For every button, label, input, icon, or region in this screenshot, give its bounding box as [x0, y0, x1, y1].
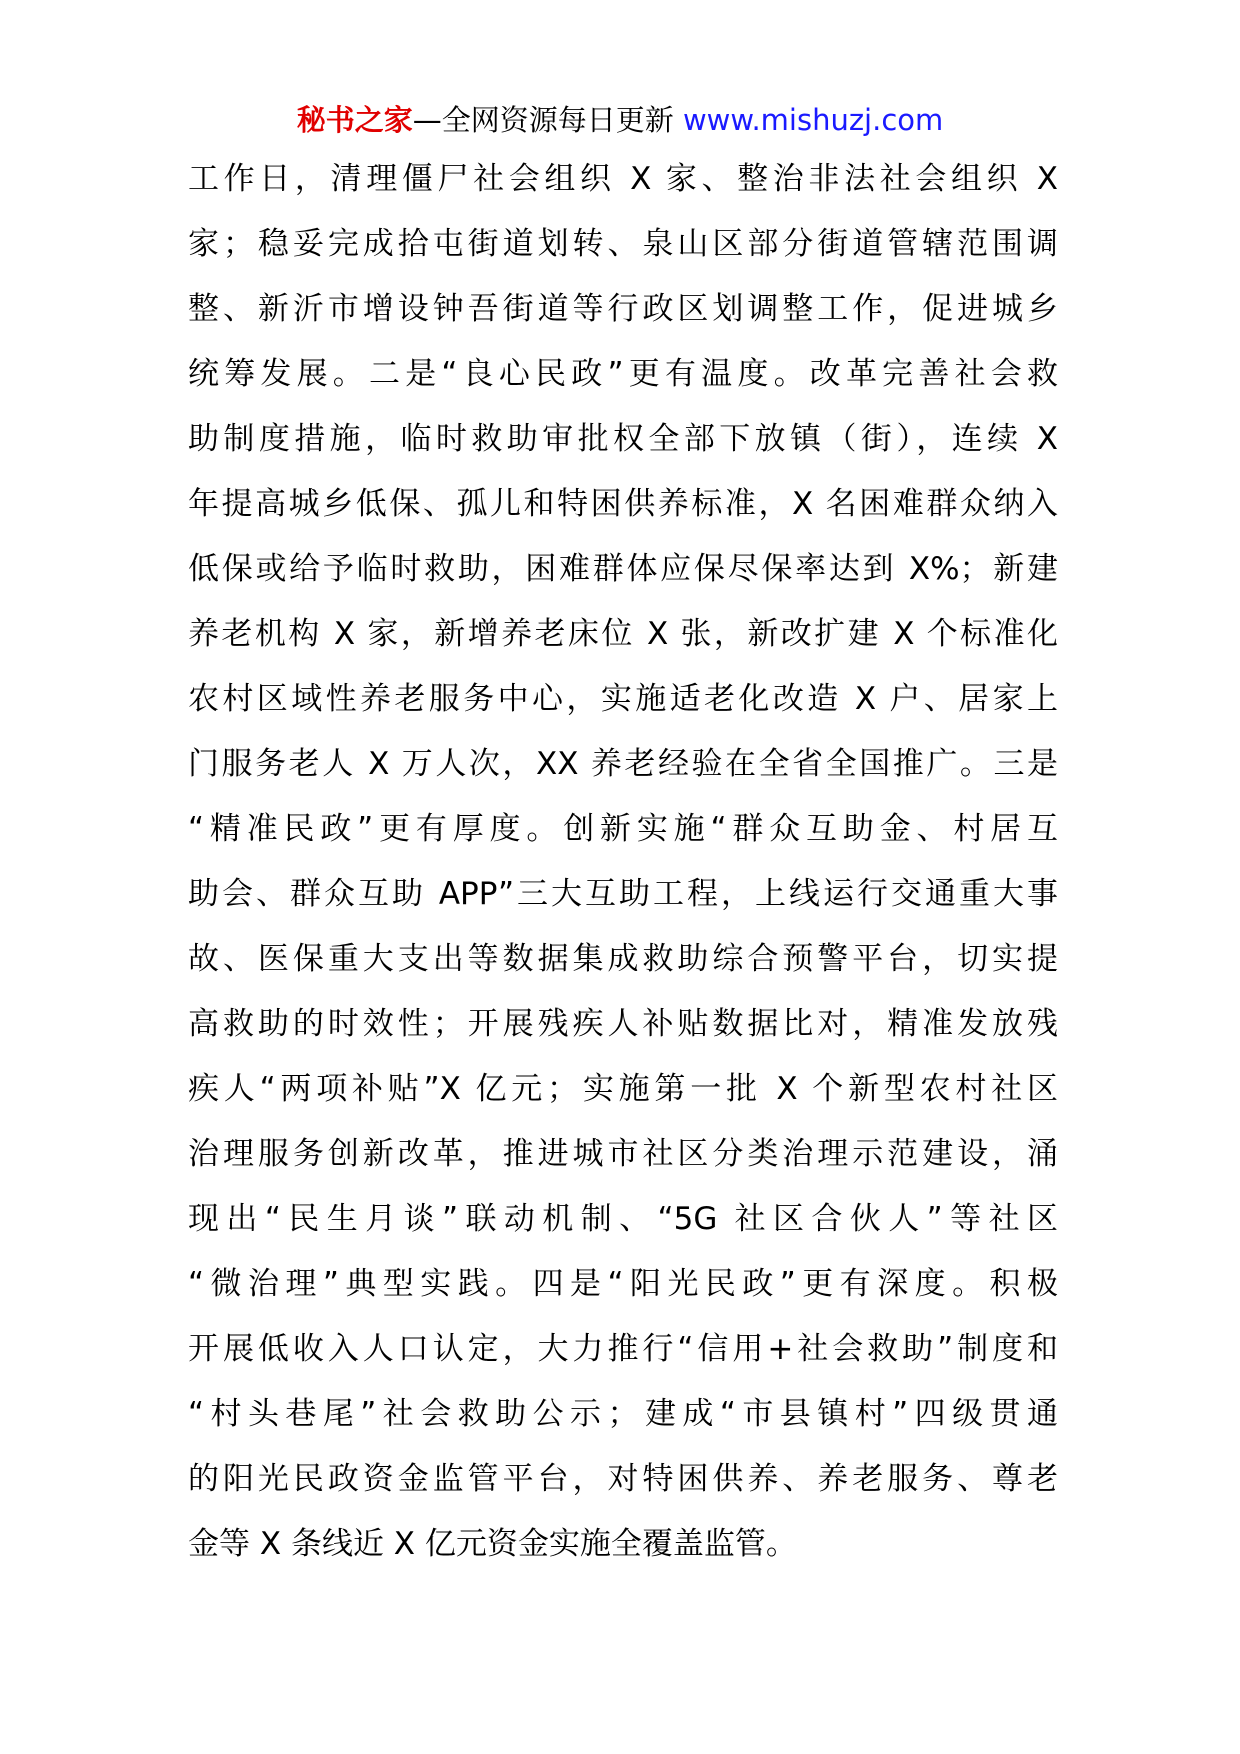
text-line: “村头巷尾”社会救助公示；建成“市县镇村”四级贯通 [188, 1396, 1058, 1432]
text-line: 低保或给予临时救助，困难群体应保尽保率达到 X%；新建 [188, 551, 1058, 587]
text-line: 年提高城乡低保、孤儿和特困供养标准，X 名困难群众纳入 [188, 486, 1058, 522]
document-body [188, 147, 1058, 1577]
text-line: 工作日，清理僵尸社会组织 X 家、整治非法社会组织 X [188, 161, 1058, 197]
text-line: 家；稳妥完成拾屯街道划转、泉山区部分街道管辖范围调 [188, 226, 1058, 262]
text-line: 统筹发展。二是“良心民政”更有温度。改革完善社会救 [188, 356, 1058, 392]
header-tagline: —全网资源每日更新 [412, 103, 683, 137]
text-line: 助会、群众互助 APP”三大互助工程，上线运行交通重大事 [188, 876, 1058, 912]
website-link[interactable]: www.mishuzj.com [682, 103, 944, 137]
text-line: “精准民政”更有厚度。创新实施“群众互助金、村居互 [188, 811, 1058, 847]
text-line: 农村区域性养老服务中心，实施适老化改造 X 户、居家上 [188, 681, 1058, 717]
text-line: 现出“民生月谈”联动机制、“5G 社区合伙人”等社区 [188, 1201, 1058, 1237]
text-line: 整、新沂市增设钟吾街道等行政区划调整工作，促进城乡 [188, 291, 1058, 327]
text-line: 开展低收入人口认定，大力推行“信用+社会救助”制度和 [188, 1331, 1058, 1367]
text-line: 门服务老人 X 万人次，XX 养老经验在全省全国推广。三是 [188, 746, 1058, 782]
text-line: 金等 X 条线近 X 亿元资金实施全覆盖监管。 [188, 1526, 797, 1562]
brand-name: 秘书之家 [296, 103, 413, 137]
text-line: 助制度措施，临时救助审批权全部下放镇（街），连续 X [188, 421, 1058, 457]
page-header [0, 100, 1240, 140]
text-line: 故、医保重大支出等数据集成救助综合预警平台，切实提 [188, 941, 1058, 977]
text-line: 养老机构 X 家，新增养老床位 X 张，新改扩建 X 个标准化 [188, 616, 1058, 652]
text-line: 治理服务创新改革，推进城市社区分类治理示范建设，涌 [188, 1136, 1058, 1172]
text-line: 的阳光民政资金监管平台，对特困供养、养老服务、尊老 [188, 1461, 1058, 1497]
text-line: 疾人“两项补贴”X 亿元；实施第一批 X 个新型农村社区 [188, 1071, 1058, 1107]
text-line: “微治理”典型实践。四是“阳光民政”更有深度。积极 [188, 1266, 1058, 1302]
text-line: 高救助的时效性；开展残疾人补贴数据比对，精准发放残 [188, 1006, 1058, 1042]
